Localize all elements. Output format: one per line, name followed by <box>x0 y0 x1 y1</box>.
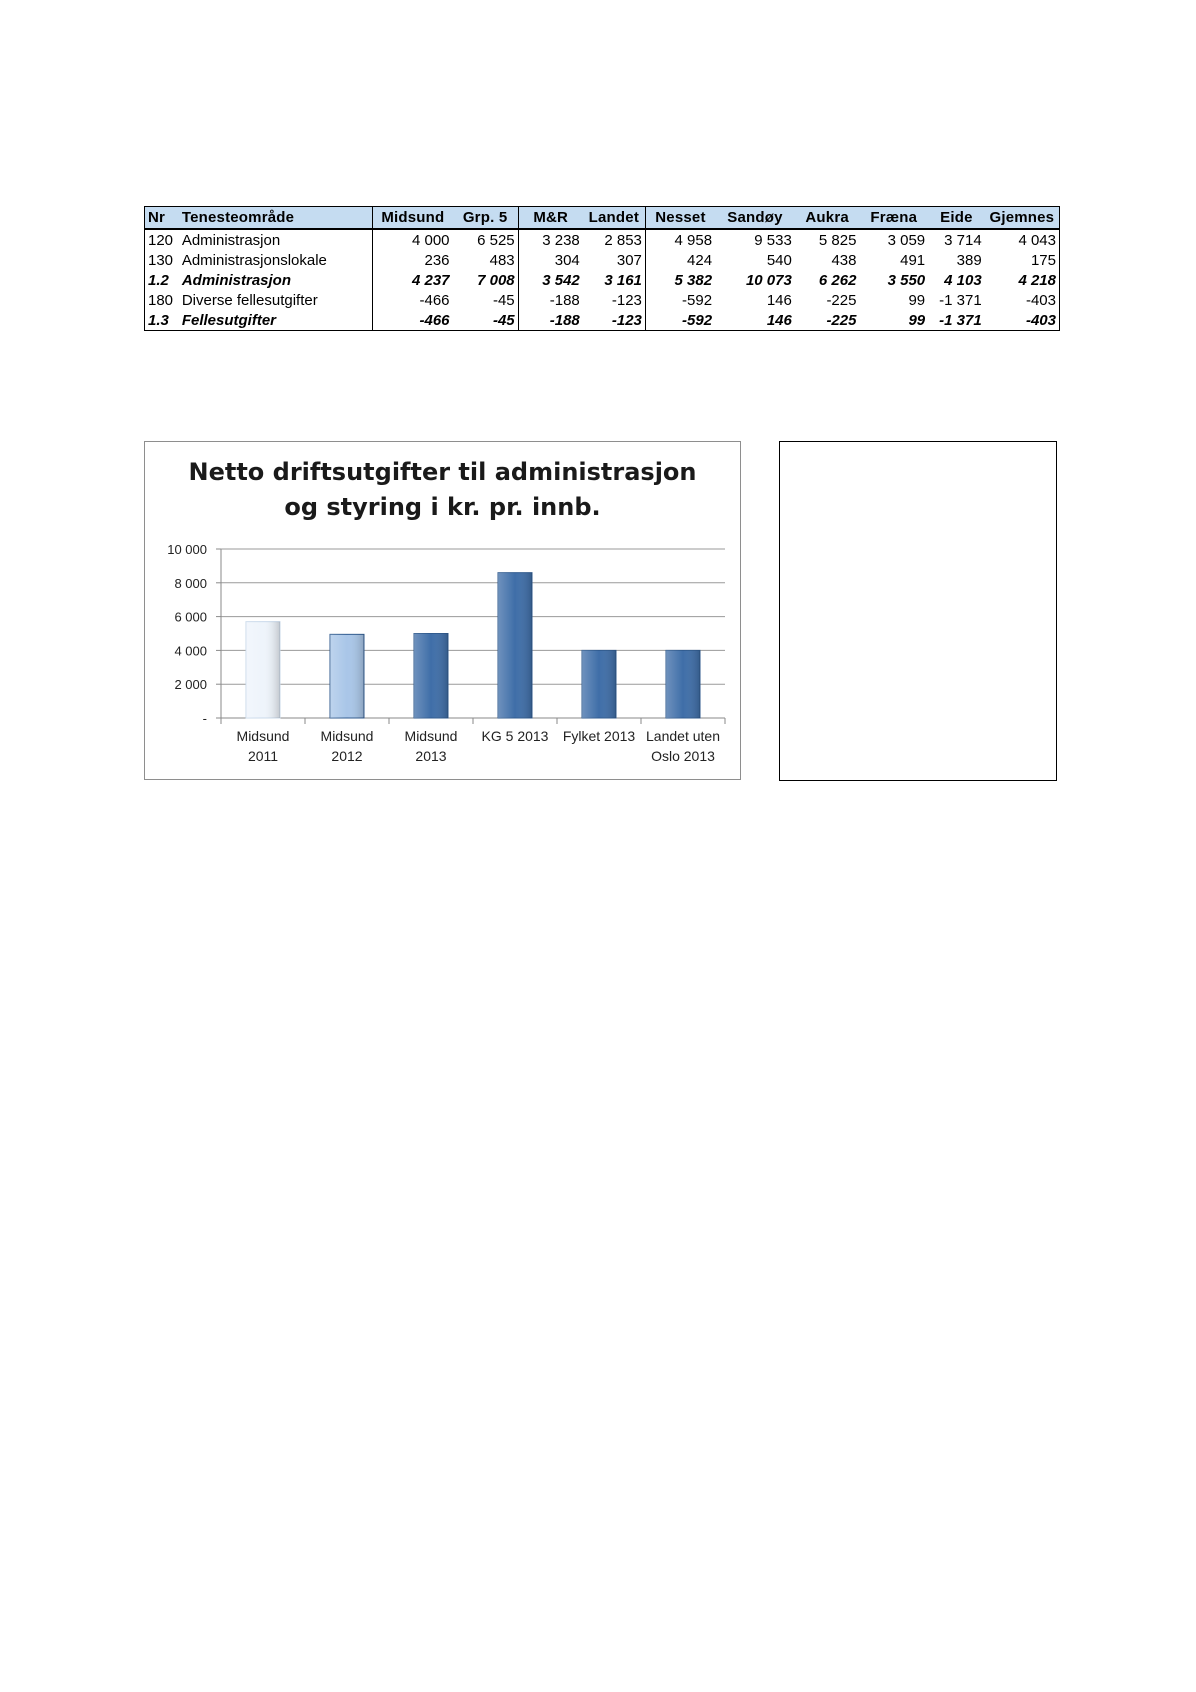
value-cell: 491 <box>900 251 926 269</box>
row-number-cell: 180 <box>148 291 174 309</box>
bar-shading <box>498 573 532 718</box>
table-header-cell: Gjemnes <box>985 207 1060 230</box>
table-header-cell: Eide <box>928 207 985 230</box>
value-cell: 146 <box>766 291 792 309</box>
chart-title-line-1: Netto driftsutgifter til administrasjon <box>188 458 697 486</box>
value-cell: 99 <box>908 311 926 329</box>
row-number-cell: 1.2 <box>148 271 169 289</box>
value-cell: 307 <box>616 251 642 269</box>
table-header-cell: M&R <box>518 207 583 230</box>
value-cell: 236 <box>373 250 453 270</box>
chart-frame <box>144 441 741 780</box>
row-number-cell: 130 <box>148 251 174 269</box>
value-cell: 4 000 <box>373 229 453 250</box>
value-cell: 10 073 <box>745 271 792 289</box>
x-category-label: KG 5 2013 <box>481 728 549 744</box>
table-header-cell: Grp. 5 <box>453 207 519 230</box>
value-cell: 3 542 <box>518 270 583 290</box>
value-cell: 6 525 <box>477 231 515 249</box>
bar-shading <box>330 634 364 718</box>
x-category-label: Fylket 2013 <box>562 728 636 744</box>
value-cell: -592 <box>645 310 715 331</box>
value-cell: 4 958 <box>645 229 715 250</box>
value-cell: 540 <box>766 251 792 269</box>
x-category-label: Midsund <box>404 728 458 744</box>
table-row <box>145 250 1060 270</box>
value-cell: 424 <box>645 250 715 270</box>
value-cell: 5 825 <box>818 231 857 249</box>
bar-chart <box>145 442 740 779</box>
value-cell: 4 103 <box>944 271 982 289</box>
value-cell: 3 714 <box>944 231 982 249</box>
value-cell: 9 533 <box>754 231 792 249</box>
value-cell: 3 550 <box>887 271 926 289</box>
value-cell: -466 <box>373 310 453 331</box>
y-tick-label: 6 000 <box>174 609 207 625</box>
table-header-row <box>145 207 1060 230</box>
bar-shading <box>246 622 280 718</box>
table-header-cell: Tenesteområde <box>179 207 373 230</box>
chart-title-line-2: og styring i kr. pr. innb. <box>284 493 601 521</box>
value-cell: -403 <box>1025 291 1056 309</box>
value-cell: -1 371 <box>939 291 982 309</box>
value-cell: 146 <box>766 311 792 329</box>
bar-shading <box>666 650 700 718</box>
table-header-cell: Nesset <box>645 207 715 230</box>
x-category-label: 2012 <box>331 748 363 764</box>
table-header-cell: Sandøy <box>715 207 795 230</box>
y-tick-label: 8 000 <box>174 575 207 591</box>
x-category-label: Oslo 2013 <box>651 748 715 764</box>
value-cell: 175 <box>1030 251 1056 269</box>
y-tick-label: 10 000 <box>167 542 207 557</box>
value-cell: 483 <box>489 251 515 269</box>
value-cell: -1 371 <box>939 311 982 329</box>
value-cell: 4 043 <box>1018 231 1056 249</box>
bar-shading <box>582 650 616 718</box>
value-cell: -188 <box>518 310 583 331</box>
row-name-cell: Administrasjon <box>181 271 292 289</box>
x-category-label: 2011 <box>247 748 279 764</box>
value-cell: 3 238 <box>518 229 583 250</box>
value-cell: -45 <box>492 311 515 329</box>
table-row <box>145 310 1060 331</box>
value-cell: -403 <box>1025 311 1056 329</box>
x-category-label: Landet uten <box>646 728 720 744</box>
value-cell: -592 <box>645 290 715 310</box>
value-cell: 5 382 <box>645 270 715 290</box>
value-cell: -188 <box>518 290 583 310</box>
table-header-cell: Nr <box>145 207 179 230</box>
kostra-table <box>144 206 1060 331</box>
value-cell: 304 <box>518 250 583 270</box>
value-cell: 438 <box>831 251 857 269</box>
row-number-cell: 120 <box>148 231 174 249</box>
value-cell: -466 <box>373 290 453 310</box>
value-cell: 7 008 <box>477 271 515 289</box>
value-cell: 3 161 <box>604 271 642 289</box>
table-row <box>145 229 1060 250</box>
bar-shading <box>414 634 448 719</box>
x-category-label: Midsund <box>236 728 290 744</box>
value-cell: 4 218 <box>1018 271 1056 289</box>
value-cell: -123 <box>611 291 642 309</box>
table-body <box>145 229 1060 331</box>
value-cell: -123 <box>611 311 642 329</box>
table-header-cell: Fræna <box>859 207 928 230</box>
table-header-cell: Landet <box>583 207 646 230</box>
value-cell: 6 262 <box>818 271 857 289</box>
kostra-table-container <box>144 206 1060 331</box>
y-tick-label: - <box>202 711 207 726</box>
row-name-cell: Administrasjonslokale <box>181 251 327 269</box>
row-number-cell: 1.3 <box>148 311 169 329</box>
value-cell: 4 237 <box>373 270 453 290</box>
y-tick-label: 2 000 <box>174 677 207 693</box>
empty-frame <box>779 441 1057 781</box>
value-cell: 99 <box>908 291 926 309</box>
table-header-cell: Aukra <box>795 207 860 230</box>
value-cell: 3 059 <box>887 231 926 249</box>
value-cell: 389 <box>956 251 982 269</box>
row-name-cell: Diverse fellesutgifter <box>181 291 318 309</box>
table-row <box>145 270 1060 290</box>
value-cell: -45 <box>492 291 515 309</box>
value-cell: -225 <box>826 291 857 309</box>
table-header-cell: Midsund <box>373 207 453 230</box>
value-cell: 2 853 <box>604 231 642 249</box>
value-cell: -225 <box>826 311 857 329</box>
x-category-label: 2013 <box>415 748 447 764</box>
x-category-label: Midsund <box>320 728 374 744</box>
table-row <box>145 290 1060 310</box>
row-name-cell: Administrasjon <box>181 231 281 249</box>
y-tick-label: 4 000 <box>174 643 207 659</box>
row-name-cell: Fellesutgifter <box>181 311 277 329</box>
